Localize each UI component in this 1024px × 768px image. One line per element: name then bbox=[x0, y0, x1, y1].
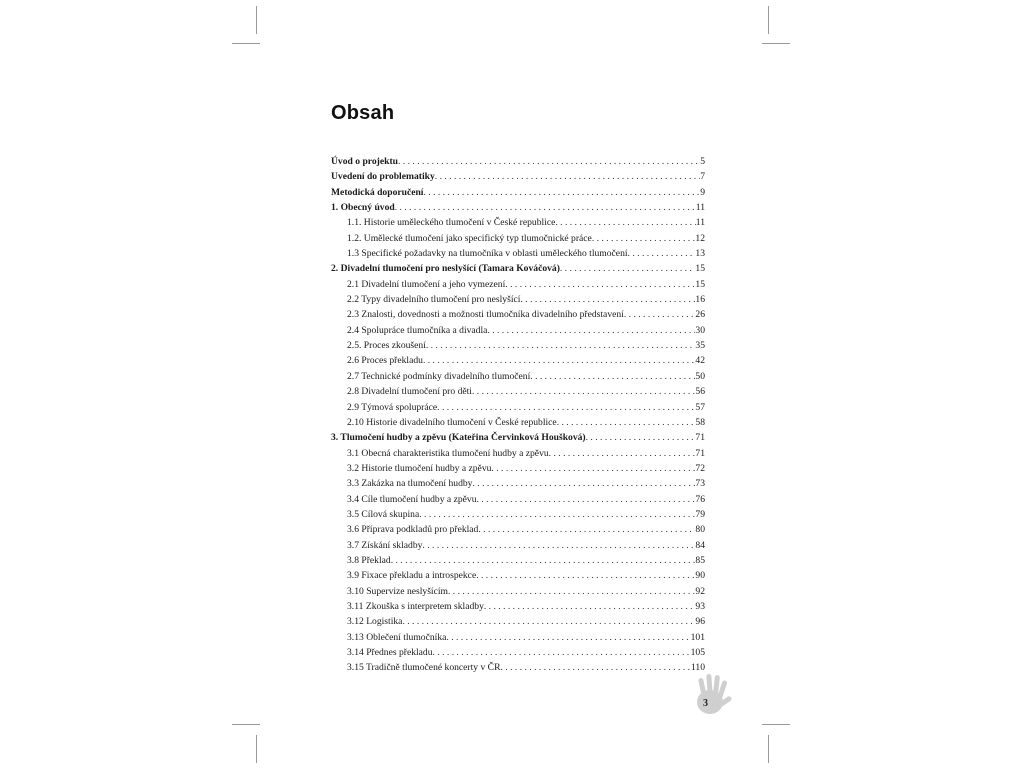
toc-entry[interactable] bbox=[331, 614, 705, 629]
dot-leader bbox=[530, 369, 695, 384]
toc-entry[interactable] bbox=[331, 246, 705, 261]
toc-entry-page: 57 bbox=[695, 401, 705, 413]
toc-entry[interactable] bbox=[331, 400, 705, 415]
toc-entry-label: 3.4 Cíle tlumočení hudby a zpěvu bbox=[347, 493, 477, 505]
dot-leader bbox=[472, 476, 695, 491]
dot-leader bbox=[402, 614, 695, 629]
toc-entry-label: 3.12 Logistika bbox=[347, 616, 403, 628]
toc-entry[interactable] bbox=[331, 660, 705, 675]
dot-leader bbox=[423, 185, 700, 200]
toc-entry-label: 1. Obecný úvod bbox=[331, 202, 395, 214]
toc-entry-page: 56 bbox=[695, 386, 705, 398]
dot-leader bbox=[435, 169, 700, 184]
dot-leader bbox=[433, 645, 691, 660]
toc-entry-label: 3.10 Supervize neslyšícím bbox=[347, 585, 448, 597]
toc-entry-label: 2.7 Technické podmínky divadelního tlumočení bbox=[347, 370, 531, 382]
dot-leader bbox=[395, 200, 696, 215]
toc-entry-label: 3.8 Překlad bbox=[347, 554, 391, 566]
toc-entry[interactable] bbox=[331, 154, 705, 169]
toc-entry-page: 9 bbox=[700, 186, 705, 198]
dot-leader bbox=[500, 660, 690, 675]
toc-entry[interactable] bbox=[331, 645, 705, 660]
toc-entry-page: 90 bbox=[695, 570, 705, 582]
toc-entry[interactable] bbox=[331, 169, 705, 184]
toc-entry-label: 3.11 Zkouška s interpretem skladby bbox=[347, 600, 484, 612]
toc-entry-page: 11 bbox=[695, 217, 705, 229]
dot-leader bbox=[426, 338, 696, 353]
toc-entry[interactable] bbox=[331, 553, 705, 568]
toc-entry-page: 26 bbox=[695, 309, 705, 321]
toc-entry-page: 80 bbox=[695, 524, 705, 536]
toc-entry-label: 3.9 Fixace překladu a introspekce bbox=[347, 570, 477, 582]
toc-entry-page: 76 bbox=[695, 493, 705, 505]
toc-entry-label: 1.3 Specifické požadavky na tlumočníka v oblasti uměleckého tlumočení bbox=[347, 248, 628, 260]
toc-entry-page: 79 bbox=[695, 508, 705, 520]
toc-entry-label: 2.10 Historie divadelního tlumočení v České republice bbox=[347, 416, 557, 428]
toc-entry-label: 2. Divadelní tlumočení pro neslyšící (Tamara Kováčová) bbox=[331, 263, 560, 275]
toc-entry-page: 71 bbox=[695, 432, 705, 444]
dot-leader bbox=[624, 307, 696, 322]
toc-entry-page: 5 bbox=[700, 156, 705, 167]
toc-entry-page: 16 bbox=[695, 294, 705, 306]
toc-entry-label: Uvedení do problematiky bbox=[331, 171, 435, 183]
toc-entry[interactable] bbox=[331, 384, 705, 399]
dot-leader bbox=[437, 400, 695, 415]
toc-entry-page: 101 bbox=[690, 631, 705, 643]
toc-entry-page: 50 bbox=[695, 370, 705, 382]
toc-entry-label: 3.1 Obecná charakteristika tlumočení hudby a zpěvu bbox=[347, 447, 549, 459]
toc-entry[interactable] bbox=[331, 568, 705, 583]
toc-entry-page: 110 bbox=[690, 662, 705, 674]
dot-leader bbox=[592, 231, 696, 246]
toc-entry-label: Úvod o projektu bbox=[331, 156, 398, 167]
toc-entry-page: 73 bbox=[695, 478, 705, 490]
toc-entry[interactable] bbox=[331, 261, 705, 276]
toc-entry-page: 96 bbox=[695, 616, 705, 628]
page-number: 3 bbox=[703, 698, 708, 709]
dot-leader bbox=[419, 507, 695, 522]
dot-leader bbox=[423, 353, 695, 368]
toc-entry-label: 3.2 Historie tlumočení hudby a zpěvu bbox=[347, 462, 492, 474]
toc-entry-page: 11 bbox=[695, 202, 705, 214]
hand-icon bbox=[690, 670, 740, 720]
toc-entry-page: 7 bbox=[700, 171, 705, 183]
toc-entry-page: 84 bbox=[695, 539, 705, 551]
dot-leader bbox=[472, 384, 695, 399]
toc-entry-label: 2.8 Divadelní tlumočení pro děti bbox=[347, 386, 472, 398]
toc-entry-page: 13 bbox=[695, 248, 705, 260]
toc-entry-label: 1.1. Historie uměleckého tlumočení v České republice bbox=[347, 217, 556, 229]
toc-entry[interactable] bbox=[331, 292, 705, 307]
dot-leader bbox=[476, 568, 695, 583]
toc-entry-label: 3.7 Získání skladby bbox=[347, 539, 423, 551]
toc-entry-page: 42 bbox=[695, 355, 705, 367]
toc-entry[interactable] bbox=[331, 369, 705, 384]
table-of-contents bbox=[331, 154, 705, 676]
toc-entry-page: 72 bbox=[695, 462, 705, 474]
toc-entry-label: 3.15 Tradičně tlumočené koncerty v ČR bbox=[347, 662, 501, 674]
dot-leader bbox=[446, 630, 690, 645]
toc-entry-label: 2.5. Proces zkoušení bbox=[347, 340, 426, 352]
toc-entry-page: 35 bbox=[695, 340, 705, 352]
toc-entry-label: 3.5 Cílová skupina bbox=[347, 508, 420, 520]
toc-entry[interactable] bbox=[331, 492, 705, 507]
toc-entry[interactable] bbox=[331, 461, 705, 476]
toc-entry-label: 3.13 Oblečení tlumočníka bbox=[347, 631, 447, 643]
toc-entry-label: 2.9 Týmová spolupráce bbox=[347, 401, 438, 413]
toc-entry-page: 85 bbox=[695, 554, 705, 566]
toc-entry[interactable] bbox=[331, 507, 705, 522]
dot-leader bbox=[628, 246, 696, 261]
toc-entry[interactable] bbox=[331, 307, 705, 322]
dot-leader bbox=[484, 599, 696, 614]
dot-leader bbox=[491, 461, 695, 476]
toc-entry-label: 3.3 Zakázka na tlumočení hudby bbox=[347, 478, 473, 490]
toc-entry-page: 93 bbox=[695, 600, 705, 612]
toc-entry-label: 2.2 Typy divadelního tlumočení pro neslyšící bbox=[347, 294, 521, 306]
toc-entry-page: 105 bbox=[690, 647, 705, 658]
toc-entry[interactable] bbox=[331, 415, 705, 430]
toc-entry-page: 92 bbox=[695, 585, 705, 597]
dot-leader bbox=[478, 522, 695, 537]
dot-leader bbox=[555, 215, 695, 230]
toc-entry[interactable] bbox=[331, 538, 705, 553]
dot-leader bbox=[560, 261, 695, 276]
dot-leader bbox=[422, 538, 695, 553]
toc-entry-page: 15 bbox=[695, 278, 705, 290]
dot-leader bbox=[448, 584, 695, 599]
toc-entry[interactable] bbox=[331, 277, 705, 292]
toc-entry[interactable] bbox=[331, 338, 705, 353]
toc-entry-label: 3.14 Přednes překladu bbox=[347, 647, 433, 658]
toc-entry[interactable] bbox=[331, 200, 705, 215]
dot-leader bbox=[520, 292, 695, 307]
toc-entry[interactable] bbox=[331, 231, 705, 246]
toc-entry-label: 3. Tlumočení hudby a zpěvu (Kateřina Červinková Houšková) bbox=[331, 432, 586, 444]
dot-leader bbox=[549, 446, 696, 461]
toc-entry-label: 3.6 Příprava podkladů pro překlad bbox=[347, 524, 479, 536]
toc-entry[interactable] bbox=[331, 476, 705, 491]
toc-entry-label: 2.1 Divadelní tlumočení a jeho vymezení bbox=[347, 278, 506, 290]
toc-entry[interactable] bbox=[331, 584, 705, 599]
toc-entry[interactable] bbox=[331, 215, 705, 230]
dot-leader bbox=[477, 492, 696, 507]
toc-entry-page: 58 bbox=[695, 416, 705, 428]
toc-entry-label: Metodická doporučení bbox=[331, 186, 424, 198]
toc-entry-label: 2.6 Proces překladu bbox=[347, 355, 423, 367]
dot-leader bbox=[505, 277, 695, 292]
toc-entry[interactable] bbox=[331, 185, 705, 200]
toc-entry[interactable] bbox=[331, 353, 705, 368]
toc-entry-page: 30 bbox=[695, 324, 705, 336]
toc-entry[interactable] bbox=[331, 430, 705, 445]
page-title: Obsah bbox=[331, 102, 395, 124]
toc-entry-page: 12 bbox=[695, 232, 705, 244]
dot-leader bbox=[391, 553, 696, 568]
dot-leader bbox=[487, 323, 695, 338]
toc-entry-page: 71 bbox=[695, 447, 705, 459]
toc-entry[interactable] bbox=[331, 522, 705, 537]
dot-leader bbox=[586, 430, 696, 445]
toc-entry-label: 2.3 Znalosti, dovednosti a možnosti tlumočníka divadelního představení bbox=[347, 309, 624, 321]
toc-entry-page: 15 bbox=[695, 263, 705, 275]
toc-entry[interactable] bbox=[331, 630, 705, 645]
toc-entry[interactable] bbox=[331, 323, 705, 338]
toc-entry[interactable] bbox=[331, 446, 705, 461]
toc-entry-label: 1.2. Umělecké tlumočení jako specifický typ tlumočnické práce bbox=[347, 232, 592, 244]
dot-leader bbox=[557, 415, 696, 430]
toc-entry-label: 2.4 Spolupráce tlumočníka a divadla bbox=[347, 324, 488, 336]
toc-entry[interactable] bbox=[331, 599, 705, 614]
dot-leader bbox=[398, 154, 700, 169]
